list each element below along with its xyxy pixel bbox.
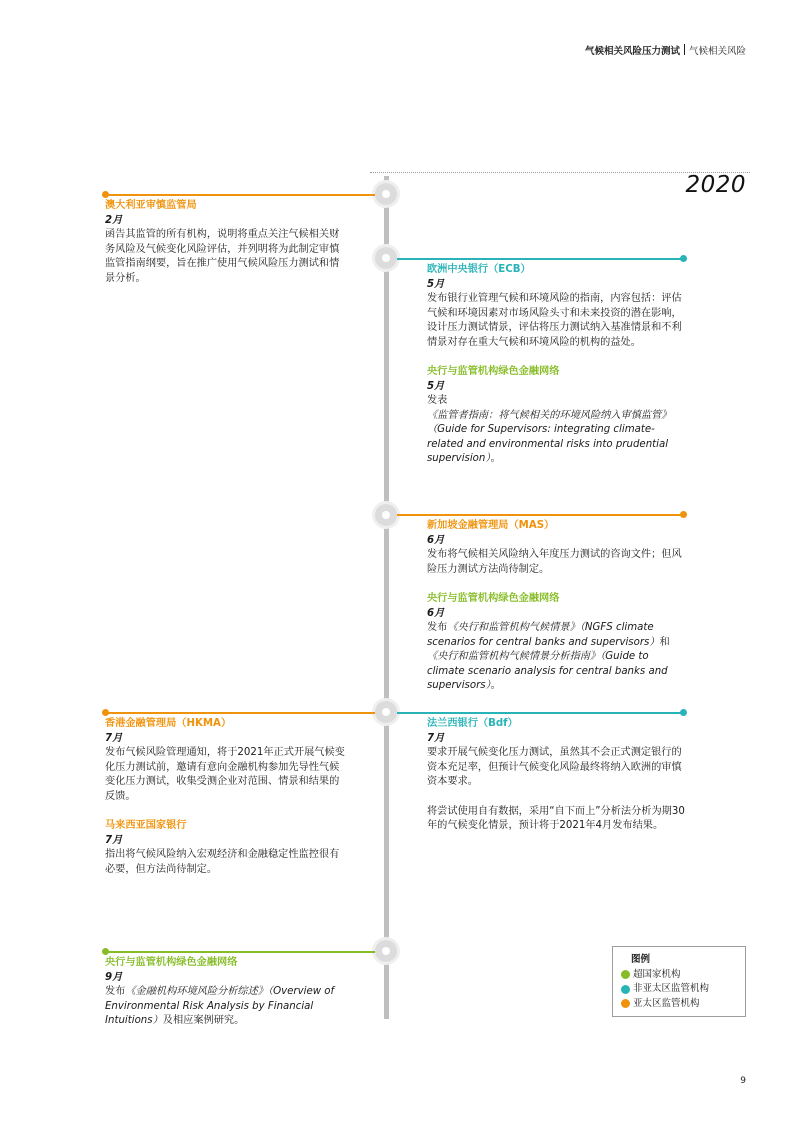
entry-text: 发布《央行和监管机构气候情景》（NGFS climate scenarios for central banks and supervisors）和《央行和监管机构气候情景分析指南》（Guide to climate scenario analysis for central banks and supervisors）。	[427, 622, 670, 691]
header-title: 气候相关风险压力测试	[584, 46, 680, 57]
entry-text: 发布银行业管理气候和环境风险的指南，内容包括：评估气候和环境因素对市场风险头寸和未来投资的潜在影响，设计压力测试情景，评估将压力测试纳入基准情景和不利情景对存在重大气候和环境风险的机构的益处。	[427, 293, 682, 348]
connector-mas	[397, 514, 684, 516]
entry-month: 2月	[105, 214, 123, 226]
entry-org: 香港金融管理局（HKMA）	[105, 718, 232, 729]
legend-title: 图例	[631, 954, 651, 965]
entry-month: 9月	[105, 971, 123, 983]
entry-org: 央行与监管机构绿色金融网络	[105, 957, 238, 968]
entry-text: 发表《监管者指南：将气候相关的环境风险纳入审慎监管》（Guide for Supervisors: integrating climate-related and environmental risks into prudential supervision）。	[427, 395, 672, 464]
connector-ngfs-sep	[105, 951, 375, 953]
green-dot-icon	[621, 970, 630, 979]
connector-dot	[680, 255, 687, 262]
entry-org: 新加坡金融管理局（MAS）	[427, 520, 555, 531]
entry-text: 指出将气候风险纳入宏观经济和金融稳定性监控很有必要，但方法尚待制定。	[105, 849, 340, 875]
connector-ecb	[397, 258, 684, 260]
legend-item-supranational	[621, 968, 737, 983]
entry-org: 央行与监管机构绿色金融网络	[427, 593, 560, 604]
entry-month: 5月	[427, 380, 445, 392]
entry-org: 法兰西银行（Bdf）	[427, 718, 518, 729]
timeline-year: 2020	[685, 172, 746, 198]
header-subtitle: 气候相关风险	[688, 46, 746, 57]
entry-apra	[105, 199, 345, 286]
publication-title-cn: 《央行和监管机构气候情景分析指南》	[427, 651, 601, 662]
entry-month: 7月	[105, 834, 123, 846]
entry-hkma	[105, 717, 345, 877]
publication-title-en: （Guide for Supervisors: integrating climate-related and environmental risks into prudential supervision）	[427, 424, 669, 464]
timeline-axis	[384, 176, 389, 1019]
entry-bdf	[427, 717, 689, 834]
entry-text: 发布《金融机构环境风险分析综述》（Overview of Environmental Risk Analysis by Financial Intuitions）及相应案例研究。	[105, 986, 335, 1026]
connector-dot	[680, 709, 687, 716]
entry-ngfs-may	[427, 365, 689, 467]
teal-dot-icon	[621, 985, 630, 994]
header-separator	[684, 44, 685, 55]
legend	[612, 946, 746, 1017]
connector-dot	[680, 511, 687, 518]
entry-bnm	[105, 819, 345, 877]
timeline-node-3	[375, 504, 397, 526]
entry-org: 欧洲中央银行（ECB）	[427, 264, 531, 275]
entry-month: 7月	[427, 732, 445, 744]
entry-text: 将尝试使用自有数据，采用“自下而上”分析法分析为期30年的气候变化情景，预计将于2021年4月发布结果。	[427, 805, 685, 831]
publication-title-cn: 《央行和监管机构气候情景》	[447, 622, 580, 633]
connector-dot	[102, 948, 109, 955]
connector-hkma	[105, 712, 375, 714]
timeline-node-5	[375, 940, 397, 962]
timeline-node-4	[375, 701, 397, 723]
publication-title-en: （NGFS climate scenarios for central banks and supervisors）	[427, 622, 660, 648]
timeline-node-1	[375, 183, 397, 205]
entry-text: 函告其监管的所有机构，说明将重点关注气候相关财务风险及气候变化风险评估，并列明将为此制定审慎监管指南纲要，旨在推广使用气候风险压力测试和情景分析。	[105, 229, 340, 284]
entry-month: 6月	[427, 607, 445, 619]
timeline-node-2	[375, 247, 397, 269]
entry-ngfs-jun	[427, 592, 689, 694]
entry-month: 6月	[427, 534, 445, 546]
entry-ngfs-sep	[105, 956, 345, 1029]
running-header	[585, 43, 746, 57]
orange-dot-icon	[621, 999, 630, 1008]
legend-label: 超国家机构	[633, 968, 681, 980]
legend-item-apac	[621, 997, 737, 1012]
publication-title-en: （Overview of Environmental Risk Analysis by Financial Intuitions）	[105, 986, 335, 1026]
legend-label: 亚太区监管机构	[633, 997, 700, 1009]
connector-apra	[105, 194, 375, 196]
legend-item-non-apac	[621, 982, 737, 997]
entry-text: 要求开展气候变化压力测试，虽然其不会正式测定银行的资本充足率，但预计气候变化风险最终将纳入欧洲的审慎资本要求。	[427, 747, 682, 787]
entry-month: 5月	[427, 278, 445, 290]
legend-label: 非亚太区监管机构	[633, 983, 710, 994]
entry-org: 澳大利亚审慎监管局	[105, 200, 197, 211]
page-number: 9	[740, 1076, 746, 1086]
connector-dot	[102, 709, 109, 716]
entry-org: 央行与监管机构绿色金融网络	[427, 366, 560, 377]
entry-text: 发布气候风险管理通知，将于2021年正式开展气候变化压力测试前，邀请有意向金融机构参加先导性气候变化压力测试，收集受测企业对范围、情景和结果的反馈。	[105, 747, 345, 802]
entry-org: 马来西亚国家银行	[105, 820, 187, 831]
entry-month: 7月	[105, 732, 123, 744]
entry-mas	[427, 519, 689, 694]
publication-title-en: （Guide to climate scenario analysis for central banks and supervisors）	[427, 651, 668, 691]
connector-bdf	[397, 712, 684, 714]
connector-dot	[102, 191, 109, 198]
entry-text: 发布将气候相关风险纳入年度压力测试的咨询文件；但风险压力测试方法尚待制定。	[427, 549, 682, 575]
entry-ecb	[427, 263, 689, 467]
publication-title-cn: 《金融机构环境风险分析综述》	[125, 986, 268, 997]
publication-title-cn: 《监管者指南：将气候相关的环境风险纳入审慎监管》	[427, 409, 672, 421]
